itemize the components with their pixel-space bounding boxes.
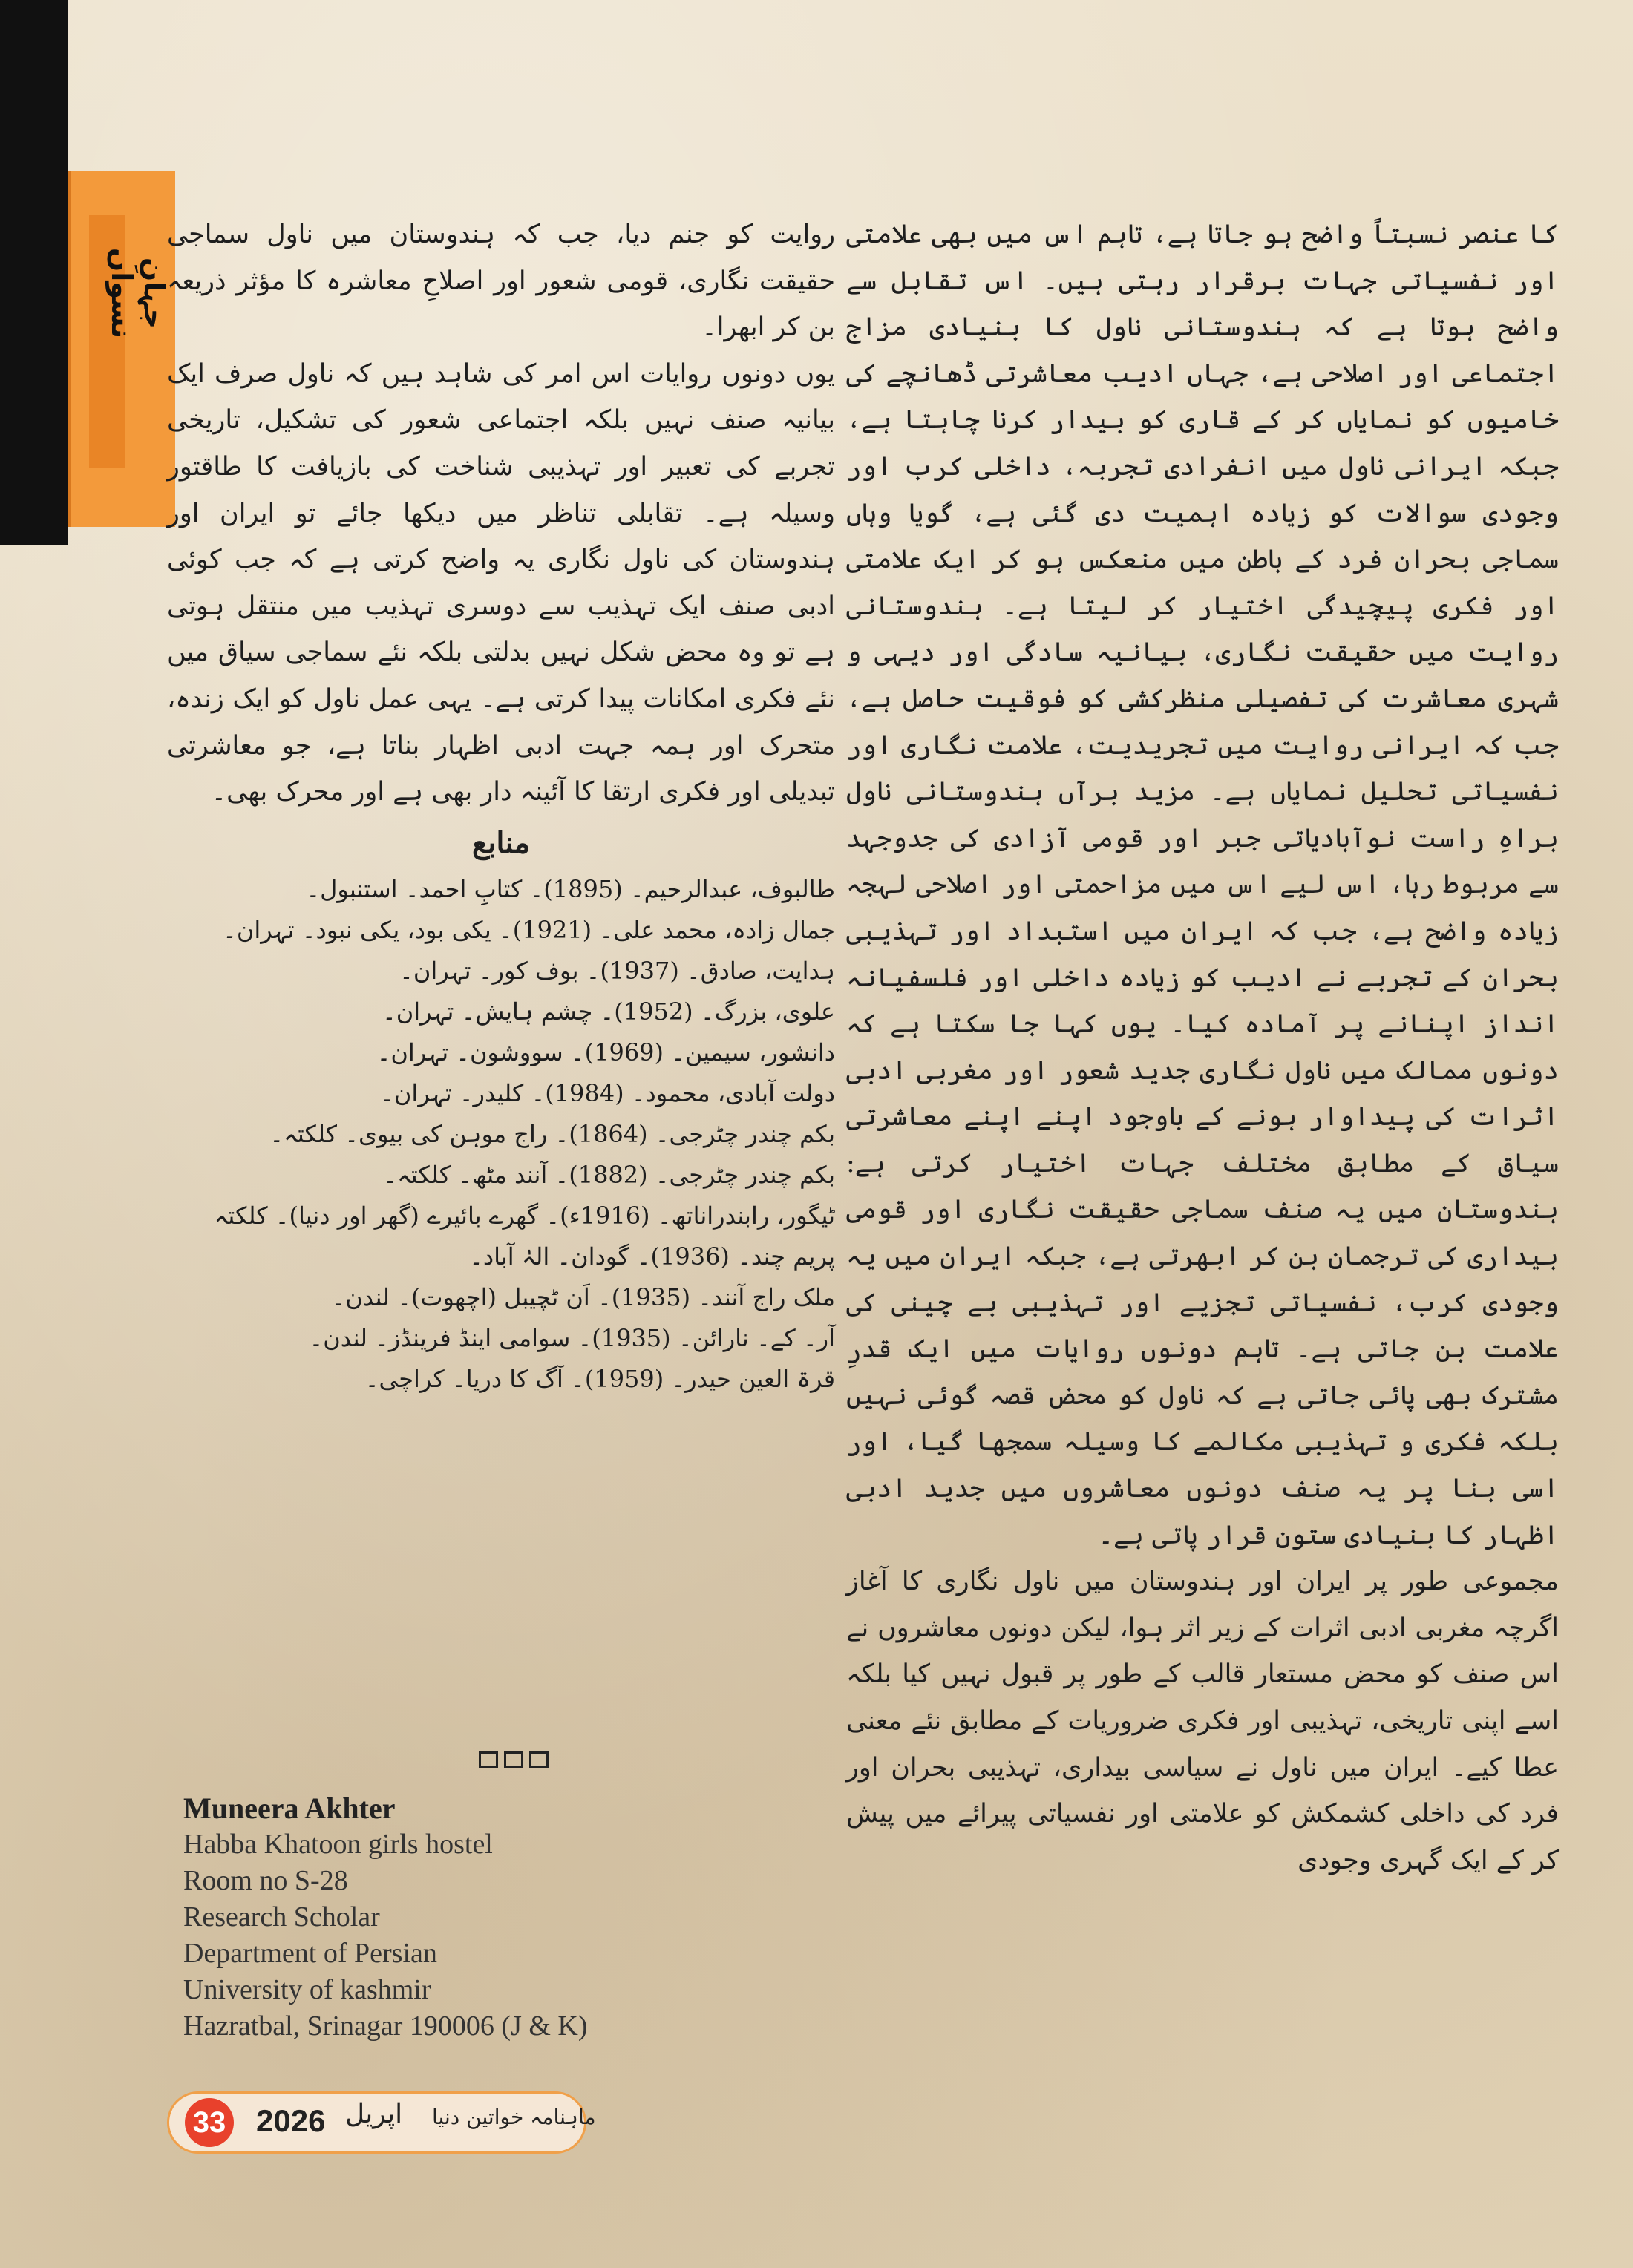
issue-year: 2026 (256, 2103, 326, 2138)
reference-item: طالبوف، عبدالرحیم۔ (1895)۔ کتابِ احمد۔ استنبول۔ (306, 875, 835, 904)
reference-item: جمال زادہ، محمد علی۔ (1921)۔ یکی بود، یکی نبود۔ تہران۔ (223, 916, 835, 945)
paragraph: کا عنصر نسبتاً واضح ہو جاتا ہے، تاہم اس میں بھی علامتی اور نفسیاتی جہات برقرار رہتی ہیں۔ اس تقابل سے واضح ہوتا ہے کہ ہندوستانی ناول کا بنیادی مزاج اجتماعی اور اصلاحی ہے، جہاں ادیب معاشرتی ڈھانچے کی خامیوں کو نمایاں کر کے قاری کو بیدار کرنا چاہتا ہے، جبکہ ایرانی ناول میں انفرادی تجربہ، داخلی کرب اور وجودی سوالات کو زیادہ اہمیت دی گئی ہے، گویا وہاں سماجی بحران فرد کے باطن میں منعکس ہو کر ایک علامتی اور فکری پیچیدگی اختیار کر لیتا ہے۔ ہندوستانی روایت میں حقیقت نگاری، بیانیہ سادگی اور دیہی و شہری معاشرت کی تفصیلی منظرکشی کو فوقیت حاصل ہے، جب کہ ایرانی روایت میں تجریدیت، علامت نگاری اور نفسیاتی تحلیل نمایاں ہے۔ مزید برآں ہندوستانی ناول براہِ راست نوآبادیاتی جبر اور قومی آزادی کی جدوجہد سے مربوط رہا، اس لیے اس میں مزاحمتی اور اصلاحی لہجہ زیادہ واضح ہے، جب کہ ایران میں استبداد اور تہذیبی بحران کے تجربے نے ادیب کو زیادہ داخلی اور فلسفیانہ انداز اپنانے پر آمادہ کیا۔ یوں کہا جا سکتا ہے کہ دونوں ممالک میں ناول نگاری جدید شعور اور مغربی ادبی اثرات کی پیداوار ہونے کے باوجود اپنے اپنے معاشرتی سیاق کے مطابق مختلف جہات اختیار کرتی ہے: ہندوستان میں یہ صنف سماجی حقیقت نگاری اور قومی بیداری کی ترجمان بن کر ابھرتی ہے، جبکہ ایران میں یہ وجودی کرب، نفسیاتی تجزیے اور تہذیبی بے چینی کی علامت بن جاتی ہے۔ تاہم دونوں روایات میں ایک قدرِ مشترک بھی پائی جاتی ہے کہ ناول کو محض قصہ گوئی نہیں بلکہ فکری و تہذیبی مکالمے کا وسیلہ سمجھا گیا، اور اسی بنا پر یہ صنف دونوں معاشروں میں جدید ادبی اظہار کا بنیادی ستون قرار پاتی ہے۔ (846, 220, 1559, 1550)
author-line: Research Scholar (183, 1901, 380, 1933)
reference-item: دانشور، سیمین۔ (1969)۔ سووشون۔ تہران۔ (376, 1038, 835, 1067)
reference-item: علوی، بزرگ۔ (1952)۔ چشم ہایش۔ تہران۔ (382, 997, 835, 1026)
end-marks (479, 1751, 568, 1768)
end-square-icon (479, 1751, 498, 1768)
reference-item: ہدایت، صادق۔ (1937)۔ بوف کور۔ تہران۔ (399, 957, 835, 986)
author-line: Department of Persian (183, 1938, 437, 1969)
paragraph: مجموعی طور پر ایران اور ہندوستان میں ناول نگاری کا آغاز اگرچہ مغربی ادبی اثرات کے زیر اثر ہوا، لیکن دونوں معاشروں نے اس صنف کو محض مستعار قالب کے طور پر قبول نہیں کیا بلکہ اسے اپنی تاریخی، تہذیبی اور فکری ضروریات کے مطابق نئے معنی عطا کیے۔ ایران میں ناول نے سیاسی بیداری، تہذیبی بحران اور فرد کی داخلی کشمکش کو علامتی اور نفسیاتی پیرائے میں پیش کر کے ایک گہری وجودی (846, 1567, 1559, 1875)
author-name: Muneera Akhter (183, 1792, 396, 1825)
author-line: Hazratbal, Srinagar 190006 (J & K) (183, 2010, 588, 2042)
reference-list (167, 869, 835, 1400)
end-square-icon (504, 1751, 523, 1768)
reference-item: آر۔ کے۔ نارائن۔ (1935)۔ سوامی اینڈ فرینڈز۔ لندن۔ (309, 1324, 835, 1353)
author-line: Habba Khatoon girls hostel (183, 1829, 493, 1860)
author-line: University of kashmir (183, 1974, 431, 2005)
section-title: جہانِ نسواں (105, 247, 171, 339)
paragraph: یوں دونوں روایات اس امر کی شاہد ہیں کہ ناول صرف ایک بیانیہ صنف نہیں بلکہ اجتماعی شعور کی تشکیل، تاریخی تجربے کی تعبیر اور تہذیبی شناخت کی بازیافت کا طاقتور وسیلہ ہے۔ تقابلی تناظر میں دیکھا جائے تو ایران اور ہندوستان کی ناول نگاری یہ واضح کرتی ہے کہ جب کوئی ادبی صنف ایک تہذیب سے دوسری تہذیب میں منتقل ہوتی ہے تو وہ محض شکل نہیں بدلتی بلکہ نئے سماجی سیاق میں نئے فکری امکانات پیدا کرتی ہے۔ یہی عمل ناول کو ایک زندہ، متحرک اور ہمہ جہت ادبی اظہار بناتا ہے، جو معاشرتی تبدیلی اور فکری ارتقا کا آئینہ دار بھی ہے اور محرک بھی۔ (167, 358, 835, 807)
issue-month: اپریل (345, 2099, 403, 2129)
author-block (183, 1790, 703, 2045)
reference-item: قرۃ العین حیدر۔ (1959)۔ آگ کا دریا۔ کراچی۔ (364, 1365, 835, 1394)
right-column (846, 212, 1559, 1884)
reference-item: بکم چندر چٹرجی۔ (1882)۔ آنند مٹھ۔ کلکتہ۔ (383, 1161, 835, 1190)
reference-item: بکم چندر چٹرجی۔ (1864)۔ راج موہن کی بیوی۔ کلکتہ۔ (269, 1120, 835, 1149)
sources-heading: منابع (471, 825, 531, 860)
reference-item: دولت آبادی، محمود۔ (1984)۔ کلیدر۔ تہران۔ (380, 1079, 835, 1108)
paragraph: روایت کو جنم دیا، جب کہ ہندوستان میں ناول سماجی حقیقت نگاری، قومی شعور اور اصلاحِ معاشرہ کا مؤثر ذریعہ بن کر ابھرا۔ (167, 220, 835, 343)
magazine-name: ماہنامہ خواتین دنیا (432, 2105, 596, 2129)
reference-item: ٹیگور، رابندراناتھ۔ (1916ء)۔ گھرے بائیرے (گھر اور دنیا)۔ کلکتہ (214, 1202, 835, 1230)
author-line: Room no S-28 (183, 1865, 348, 1896)
end-square-icon (529, 1751, 549, 1768)
left-column (167, 212, 835, 1400)
reference-item: پریم چند۔ (1936)۔ گودان۔ الہٰ آباد۔ (469, 1242, 835, 1271)
page-number: 33 (185, 2098, 234, 2147)
reference-item: ملک راج آنند۔ (1935)۔ اَن ٹچیبل (اچھوت)۔ لندن۔ (331, 1283, 835, 1312)
left-black-bar (0, 0, 68, 545)
